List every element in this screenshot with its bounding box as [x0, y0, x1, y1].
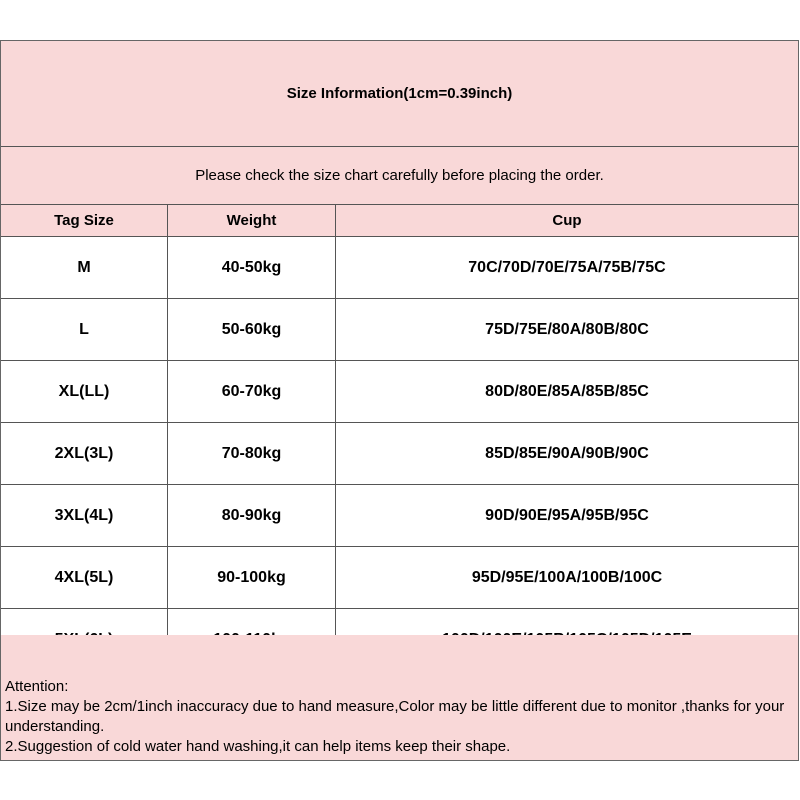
weight-cell: 70-80kg: [168, 423, 336, 484]
weight-cell: 50-60kg: [168, 299, 336, 360]
table-row: [1, 299, 798, 361]
cup-cell: 85D/85E/90A/90B/90C: [485, 444, 649, 462]
size-notice: Please check the size chart carefully before placing the order.: [195, 167, 604, 184]
table-row: [1, 547, 798, 609]
cup-cell: 80D/80E/85A/85B/85C: [485, 382, 649, 400]
weight-cell: 40-50kg: [168, 237, 336, 298]
tag-size-cell: M: [1, 237, 168, 298]
weight-cell: 60-70kg: [168, 361, 336, 422]
tag-size-cell: XL(LL): [1, 361, 168, 422]
tag-size-cell: 2XL(3L): [1, 423, 168, 484]
header-cup: Cup: [552, 212, 582, 229]
table-row: [1, 361, 798, 423]
attention-note-2: 2.Suggestion of cold water hand washing,it can help items keep their shape.: [5, 738, 511, 755]
page-title: Size Information(1cm=0.39inch): [286, 85, 513, 102]
header-tag-size: Tag Size: [1, 205, 168, 236]
weight-cell: 90-100kg: [168, 547, 336, 608]
cup-cell: 75D/75E/80A/80B/80C: [485, 320, 649, 338]
attention-section: [1, 635, 798, 760]
cup-cell: 70C/70D/70E/75A/75B/75C: [468, 258, 666, 276]
tag-size-cell: L: [1, 299, 168, 360]
table-row: [1, 423, 798, 485]
table-row: [1, 237, 798, 299]
cup-cell: 90D/90E/95A/95B/95C: [485, 506, 649, 524]
tag-size-cell: 3XL(4L): [1, 485, 168, 546]
table-row: [1, 485, 798, 547]
notice-band: [1, 147, 798, 205]
attention-note-1: 1.Size may be 2cm/1inch inaccuracy due to hand measure,Color may be little different due to monitor ,thanks for your understanding.: [5, 698, 785, 735]
cup-cell: 95D/95E/100A/100B/100C: [471, 568, 663, 586]
weight-cell: 80-90kg: [168, 485, 336, 546]
title-band: [1, 41, 798, 147]
table-body: [1, 237, 798, 674]
tag-size-cell: 4XL(5L): [1, 547, 168, 608]
attention-heading: Attention:: [5, 678, 69, 695]
header-weight: Weight: [168, 205, 336, 236]
size-chart: [0, 40, 799, 761]
table-header: [1, 205, 798, 237]
